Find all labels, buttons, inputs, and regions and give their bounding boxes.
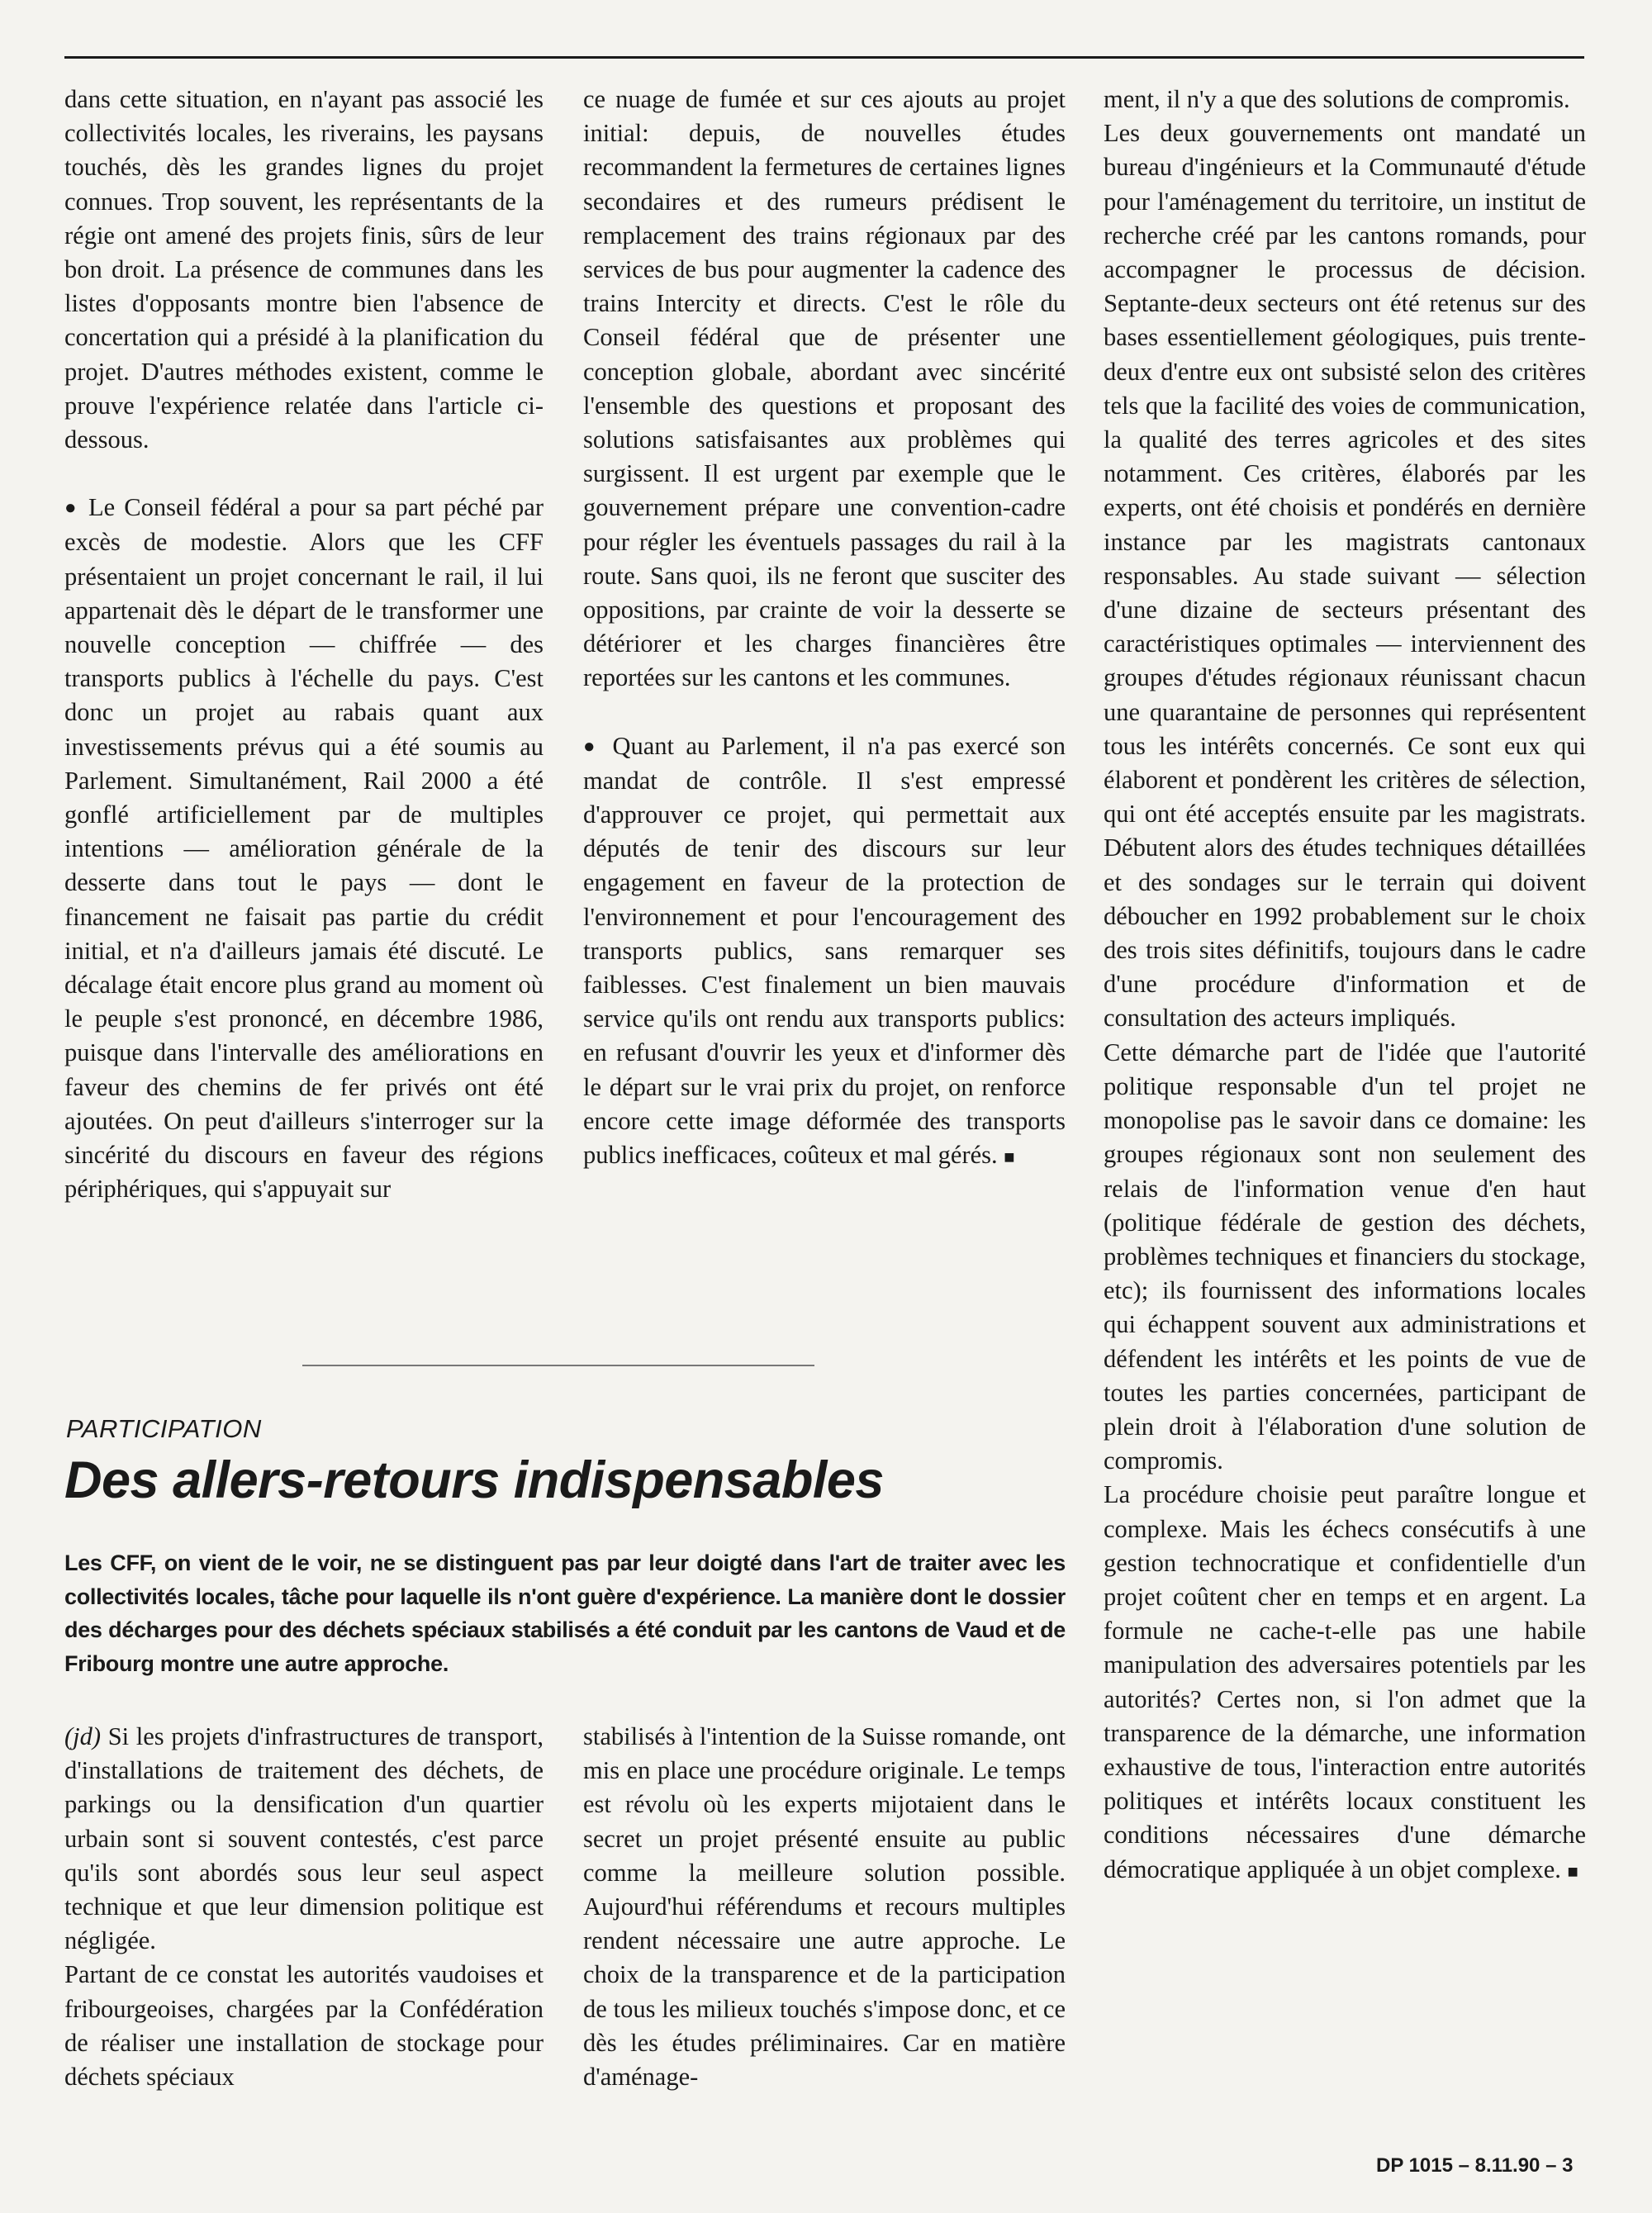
bullet-icon: ● xyxy=(64,497,79,520)
paragraph: (jd) Si les projets d'infrastructures de transport, d'installations de traitement des déchets, de parkings ou la densification d'un quartier urbain sont si souvent contestés, c'est parce qu'ils sont abordés sous leur seul aspect technique et que leur dimension politique est négligée. xyxy=(64,1722,544,1955)
article-lead: Les CFF, on vient de le voir, ne se distinguent pas par leur doigté dans l'art de traiter avec les collectivités locales, tâche pour laquelle ils n'ont guère d'expérience. La manière dont le dossier des décharges pour des déchets spéciaux stabilisés a été conduit par les cantons de Vaud et de Fribourg montre une autre approche. xyxy=(64,1551,1066,1676)
article-headline: Des allers-retours indispensables xyxy=(64,1451,884,1509)
paragraph: dans cette situation, en n'ayant pas associé les collectivités locales, les riverains, les paysans touchés, dès les grandes lignes du projet connues. Trop souvent, les représentants de la régie ont amené des projets finis, sûrs de leur bon droit. La présence de communes dans les listes d'opposants montre bien l'absence de concertation qui a présidé à la planification du projet. D'autres méthodes existent, comme le prouve l'expérience relatée dans l'article ci-dessous. xyxy=(64,85,544,454)
bullet-icon: ● xyxy=(583,735,601,757)
column-1 xyxy=(64,83,544,1207)
top-rule xyxy=(64,56,1584,59)
section-divider xyxy=(302,1365,814,1366)
paragraph: ● Quant au Parlement, il n'a pas exercé son mandat de contrôle. Il s'est empressé d'approuver ce projet, qui permettait aux députés de tenir des discours sur leur engagement en faveur de la protection de l'environnement et pour l'encouragement des transports publics, sans remarquer ses faiblesses. C'est finalement un bien mauvais service qu'ils ont rendu aux transports publics: en refusant d'ouvrir les yeux et d'informer dès le départ sur le vrai prix du projet, on renforce encore cette image déformée des transports publics inefficaces, coûteux et mal gérés. ■ xyxy=(583,731,1066,1170)
paragraph: Les deux gouvernements ont mandaté un bureau d'ingénieurs et la Communauté d'étude pour l'aménagement du territoire, un institut de recherche créé par les cantons romands, pour accompagner le processus de décision. Septante-deux secteurs ont été retenus sur des bases essentiellement géologiques, puis trente-deux d'entre eux ont subsisté selon des critères tels que la facilité des voies de communication, la qualité des terres agricoles et des sites notamment. Ces critères, élaborés par les experts, ont été choisis et pondérés en dernière instance par les magistrats cantonaux responsables. Au stade suivant — sélection d'une dizaine de secteurs présentant des caractéristiques optimales — interviennent des groupes d'études régionaux réunissant chacun une quarantaine de personnes qui représentent tous les intérêts concernés. Ce sont eux qui élaborent et pondèrent les critères de sélection, qui ont été acceptés ensuite par les magistrats. Débutent alors des études techniques détaillées et des sondages sur le terrain qui doivent déboucher en 1992 probablement sur le choix des trois sites définitifs, toujours dans le cadre d'une procédure d'information et de consultation des acteurs impliqués. xyxy=(1104,119,1586,1033)
end-mark-icon: ■ xyxy=(1567,1860,1578,1882)
paragraph: stabilisés à l'intention de la Suisse romande, ont mis en place une procédure originale. Le temps est révolu où les experts mijotaient dans le secret un projet présenté ensuite au public comme la meilleure solution possible. Aujourd'hui référendums et recours multiples rendent nécessaire une autre approche. Le choix de la transparence et de la participation de tous les milieux touchés s'impose donc, et ce dès les études préliminaires. Car en matière d'aménage- xyxy=(583,1722,1066,2092)
paragraph: Partant de ce constat les autorités vaudoises et fribourgeoises, chargées par la Confédération de réaliser une installation de stockage pour déchets spéciaux xyxy=(64,1960,544,2092)
paragraph: Cette démarche part de l'idée que l'autorité politique responsable d'un tel projet ne monopolise pas le savoir dans ce domaine: les groupes régionaux sont non seulement des relais de l'information venue d'en haut (politique fédérale de gestion des déchets, problèmes techniques et financiers du stockage, etc); ils fournissent des informations locales qui échappent souvent aux administrations et défendent les intérêts et les points de vue de toutes les parties concernées, participant de plein droit à l'élaboration d'une solution de compromis. xyxy=(1104,1038,1586,1475)
end-mark-icon: ■ xyxy=(1004,1147,1015,1168)
column-3 xyxy=(1104,83,1586,1888)
page-footer: DP 1015 – 8.11.90 – 3 xyxy=(1376,2154,1574,2177)
article-column-1 xyxy=(64,1720,544,2094)
paragraph: ce nuage de fumée et sur ces ajouts au projet initial: depuis, de nouvelles études recommandent la fermetures de certaines lignes secondaires et des rumeurs prédisent le remplacement des trains régionaux par des services de bus pour augmenter la cadence des trains Intercity et directs. C'est le rôle du Conseil fédéral que de présenter une conception globale, abordant avec sincérité l'ensemble des questions et proposant des solutions satisfaisantes aux problèmes qui surgissent. Il est urgent par exemple que le gouvernement prépare une convention-cadre pour régler les éventuels passages du rail à la route. Sans quoi, ils ne feront que susciter des oppositions, par crainte de voir la desserte se détériorer et les charges financières être reportées sur les cantons et les communes. xyxy=(583,85,1066,692)
paragraph: ment, il n'y a que des solutions de compromis. xyxy=(1104,85,1570,113)
article-column-2 xyxy=(583,1720,1066,2094)
paragraph: La procédure choisie peut paraître longue et complexe. Mais les échecs consécutifs à une gestion technocratique et confidentielle d'un projet coûtent cher en temps et en argent. La formule ne cache-t-elle pas une habile manipulation des adversaires potentiels par les autorités? Certes non, si l'on admet que la transparence de la démarche, une information exhaustive de tous, l'interaction entre autorités politiques et intérêts locaux constituent les conditions nécessaires d'une démarche démocratique appliquée à un objet complexe. ■ xyxy=(1104,1480,1586,1883)
column-2 xyxy=(583,83,1066,1174)
paragraph: ● Le Conseil fédéral a pour sa part péché par excès de modestie. Alors que les CFF présentaient un projet concernant le rail, il lui appartenait dès le départ de le transformer une nouvelle conception — chiffrée — des transports publics à l'échelle du pays. C'est donc un projet au rabais quant aux investissements prévus qui a été soumis au Parlement. Simultanément, Rail 2000 a été gonflé artificiellement par de multiples intentions — amélioration générale de la desserte dans tout le pays — dont le financement ne faisait pas partie du crédit initial, et n'a d'ailleurs jamais été discuté. Le décalage était encore plus grand au moment où le peuple s'est prononcé, en décembre 1986, puisque dans l'intervalle des améliorations en faveur des chemins de fer privés ont été ajoutées. On peut d'ailleurs s'interroger sur la sincérité du discours en faveur des régions périphériques, qui s'appuyait sur xyxy=(64,493,544,1204)
article-kicker: PARTICIPATION xyxy=(66,1414,262,1443)
author-initials: (jd) xyxy=(64,1722,102,1750)
